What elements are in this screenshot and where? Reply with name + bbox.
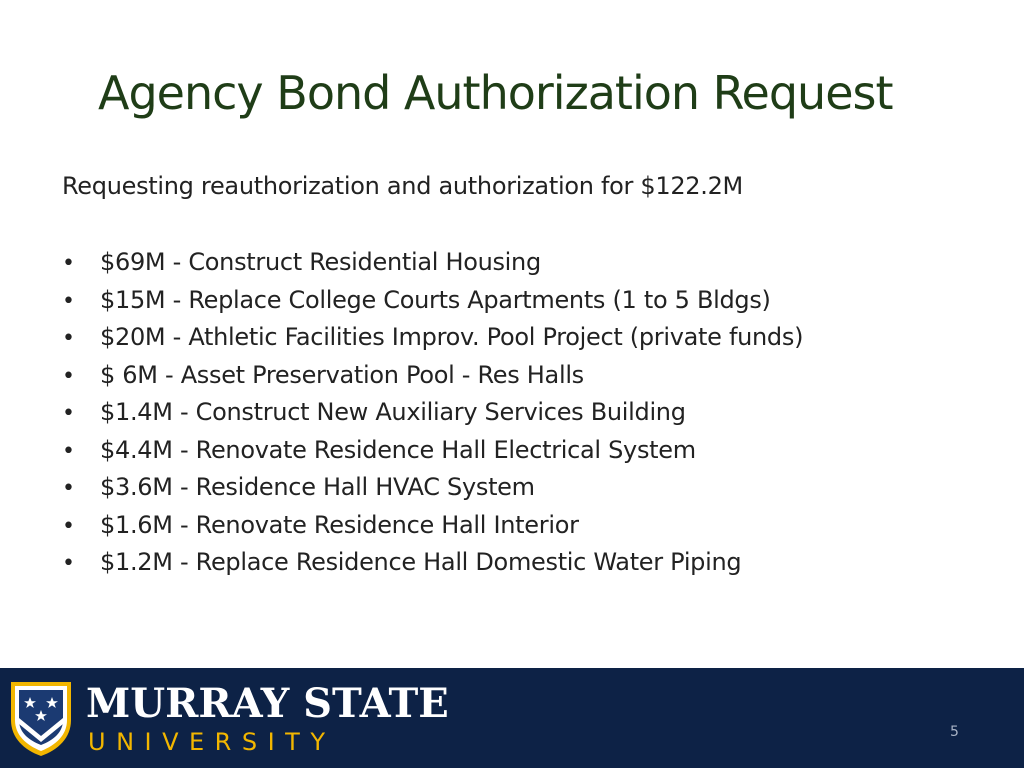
bullet-icon: • — [62, 251, 75, 276]
bullet-icon: • — [62, 513, 75, 539]
list-item-text: $1.4M - Construct New Auxiliary Services Building — [100, 398, 686, 426]
bullet-icon: • — [62, 363, 75, 389]
shield-stars-icon — [8, 678, 74, 758]
list-item — [62, 511, 803, 549]
list-item — [62, 436, 803, 474]
bullet-icon: • — [62, 288, 75, 314]
list-item — [62, 248, 803, 286]
list-item-text: $20M - Athletic Facilities Improv. Pool Project (private funds) — [100, 323, 804, 351]
brand-subtitle: UNIVERSITY — [88, 728, 336, 756]
bullet-icon: • — [62, 401, 75, 426]
footer-bar — [0, 668, 1024, 768]
list-item — [62, 398, 803, 436]
brand-name: MURRAY STATE — [86, 680, 449, 727]
list-item — [62, 286, 803, 324]
list-item-text: $69M - Construct Residential Housing — [100, 248, 541, 276]
list-item — [62, 548, 803, 586]
intro-text: Requesting reauthorization and authorization for $122.2M — [62, 172, 743, 200]
list-item — [62, 361, 803, 399]
bullet-icon: • — [62, 438, 75, 464]
list-item — [62, 473, 803, 511]
list-item — [62, 323, 803, 361]
bullet-list — [62, 248, 803, 586]
slide-title: Agency Bond Authorization Request — [98, 66, 893, 120]
bullet-icon: • — [62, 476, 75, 501]
bullet-icon: • — [62, 551, 75, 576]
page-number: 5 — [950, 724, 959, 740]
list-item-text: $ 6M - Asset Preservation Pool - Res Halls — [100, 360, 584, 389]
bullet-icon: • — [62, 326, 75, 351]
list-item-text: $1.2M - Replace Residence Hall Domestic Water Piping — [100, 548, 742, 576]
list-item-text: $15M - Replace College Courts Apartments (1 to 5 Bldgs) — [100, 285, 771, 314]
list-item-text: $4.4M - Renovate Residence Hall Electrical System — [100, 435, 696, 464]
list-item-text: $3.6M - Residence Hall HVAC System — [100, 473, 535, 501]
list-item-text: $1.6M - Renovate Residence Hall Interior — [100, 510, 579, 539]
